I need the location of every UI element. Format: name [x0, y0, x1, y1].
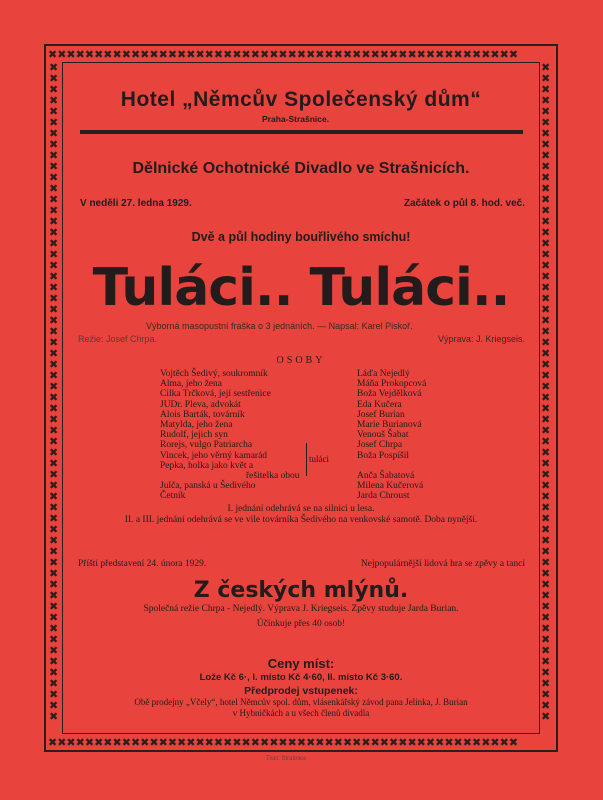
cast-list	[160, 369, 480, 501]
cast-row	[160, 400, 480, 410]
performance-date: V neděli 27. ledna 1929.	[80, 198, 192, 209]
cast-role: JUDr. Pleva, advokát	[160, 399, 241, 410]
next-performance-description: Nejpopulárnější lidová hra se zpěvy a tanci	[360, 559, 525, 569]
cast-row	[160, 481, 480, 491]
cast-heading: OSOBY	[276, 355, 326, 366]
cast-role: Četník	[160, 491, 186, 502]
cast-actor: Josef Burian	[357, 409, 405, 420]
presale-locations: Obě prodejny „Včely“, hotel Němcův spol. dům, vlásenkářský závod pana Jelínka, J. Burian	[134, 697, 468, 707]
ornament-border-bottom: ✖✖✖✖✖✖✖✖✖✖✖✖✖✖✖✖✖✖✖✖✖✖✖✖✖✖✖✖✖✖✖✖✖✖✖✖✖✖✖✖✖✖✖✖✖✖✖✖✖✖✖	[48, 737, 519, 749]
act-one-setting: I. jednání odehrává se na silnici u lesa.	[227, 504, 375, 514]
cast-row	[160, 491, 480, 501]
next-play-cast-count: Účinkuje přes 40 osob!	[256, 619, 346, 629]
cast-role: Julča, panská u Šedivého	[160, 481, 256, 492]
play-subtitle: Výborná masopustní fraška o 3 jednáních. — Napsal: Karel Piskoř.	[146, 321, 413, 331]
next-play-title: Z českých mlýnů.	[193, 578, 409, 603]
cast-row	[160, 420, 480, 430]
cast-actor: Eda Kučera	[357, 399, 402, 410]
theatre-name: Dělnické Ochotnické Divadlo ve Strašnicích.	[132, 160, 470, 177]
next-performance-date: Příští představení 24. února 1929.	[78, 559, 207, 569]
prices-line: Lože Kč 6·, I. místo Kč 4·60, II. místo Kč 3·60.	[199, 672, 403, 683]
play-title: Tuláci.. Tuláci..	[92, 258, 510, 318]
cast-actor: Milena Kučerová	[357, 481, 424, 492]
presale-heading: Předprodej vstupenek:	[244, 685, 358, 697]
cast-row	[160, 389, 480, 399]
ornament-border-right: ✖✖✖✖✖✖✖✖✖✖✖✖✖✖✖✖✖✖✖✖✖✖✖✖✖✖✖✖✖✖✖✖✖✖✖✖✖✖✖✖✖✖✖✖✖✖✖✖✖✖✖✖✖✖✖✖✖✖✖✖	[541, 62, 551, 723]
cast-row	[160, 379, 480, 389]
cast-actor: Venouš Šabat	[357, 430, 409, 441]
presale-locations-continued: v Hybničkách a u všech členů divadla	[232, 708, 370, 718]
act-two-three-setting: II. a III. jednání odehrává se ve vile továrníka Šedivého na venkovské samotě. Doba nynější.	[124, 515, 478, 525]
design-credit: Výprava: J. Kriegseis.	[437, 334, 525, 344]
cast-role: Alma, jeho žena	[160, 379, 222, 390]
cast-row	[160, 410, 480, 420]
hotel-location: Praha-Strašnice.	[262, 114, 330, 124]
cast-row	[160, 471, 480, 481]
cast-role: Pepka, holka jako květ a	[160, 460, 254, 471]
next-play-credits: Společná režie Chrpa - Nejedlý. Výprava J. Kriegseis. Zpěvy studuje Jarda Burian.	[143, 604, 459, 614]
cast-actor: Josef Chrpa	[357, 440, 403, 451]
cast-role: Vojtěch Šedivý, soukromník	[160, 369, 268, 379]
cast-role: Matylda, jeho žena	[160, 419, 233, 430]
cast-role: Cilka Trčková, její sestřenice	[160, 389, 271, 400]
cast-actor: Anča Šabatová	[357, 470, 415, 481]
ornament-border-left: ✖✖✖✖✖✖✖✖✖✖✖✖✖✖✖✖✖✖✖✖✖✖✖✖✖✖✖✖✖✖✖✖✖✖✖✖✖✖✖✖✖✖✖✖✖✖✖✖✖✖✖✖✖✖✖✖✖✖✖✖	[49, 62, 59, 723]
cast-role: Alois Barták, továrník	[160, 409, 245, 420]
cast-row	[160, 440, 480, 450]
cast-actor: Boža Pospíšil	[357, 450, 409, 461]
cast-actor: Jarda Chroust	[357, 491, 410, 502]
cast-role: Rorejs, vulgo Patriarcha	[160, 440, 253, 451]
cast-row	[160, 369, 480, 379]
prices-heading: Ceny míst:	[267, 656, 335, 671]
header-rule	[80, 130, 523, 134]
tramps-label: tuláci	[309, 454, 329, 464]
cast-row	[160, 430, 480, 440]
hotel-name: Hotel „Němcův Společenský dům“	[120, 88, 482, 111]
cast-role: řešitelka obou	[246, 470, 300, 481]
start-time: Začátek o půl 8. hod. več.	[403, 198, 525, 209]
slogan: Dvě a půl hodiny bouřlivého smíchu!	[191, 230, 411, 244]
cast-actor: Boža Vejdělková	[357, 389, 422, 400]
ornament-border-top: ✖✖✖✖✖✖✖✖✖✖✖✖✖✖✖✖✖✖✖✖✖✖✖✖✖✖✖✖✖✖✖✖✖✖✖✖✖✖✖✖✖✖✖✖✖✖✖✖✖✖✖	[48, 49, 519, 61]
cast-actor: Láďa Nejedlý	[357, 369, 410, 379]
director-credit: Režie: Josef Chrpa.	[78, 334, 158, 344]
cast-actor: Máňa Prokopcová	[357, 379, 427, 390]
cast-role: Rudolf, jejich syn	[160, 430, 228, 441]
printer-imprint: Tiskl: Strašnice	[266, 756, 307, 762]
cast-actor: Marie Burianová	[357, 419, 422, 430]
cast-role: Vincek, jeho věrný kamarád	[160, 450, 268, 461]
